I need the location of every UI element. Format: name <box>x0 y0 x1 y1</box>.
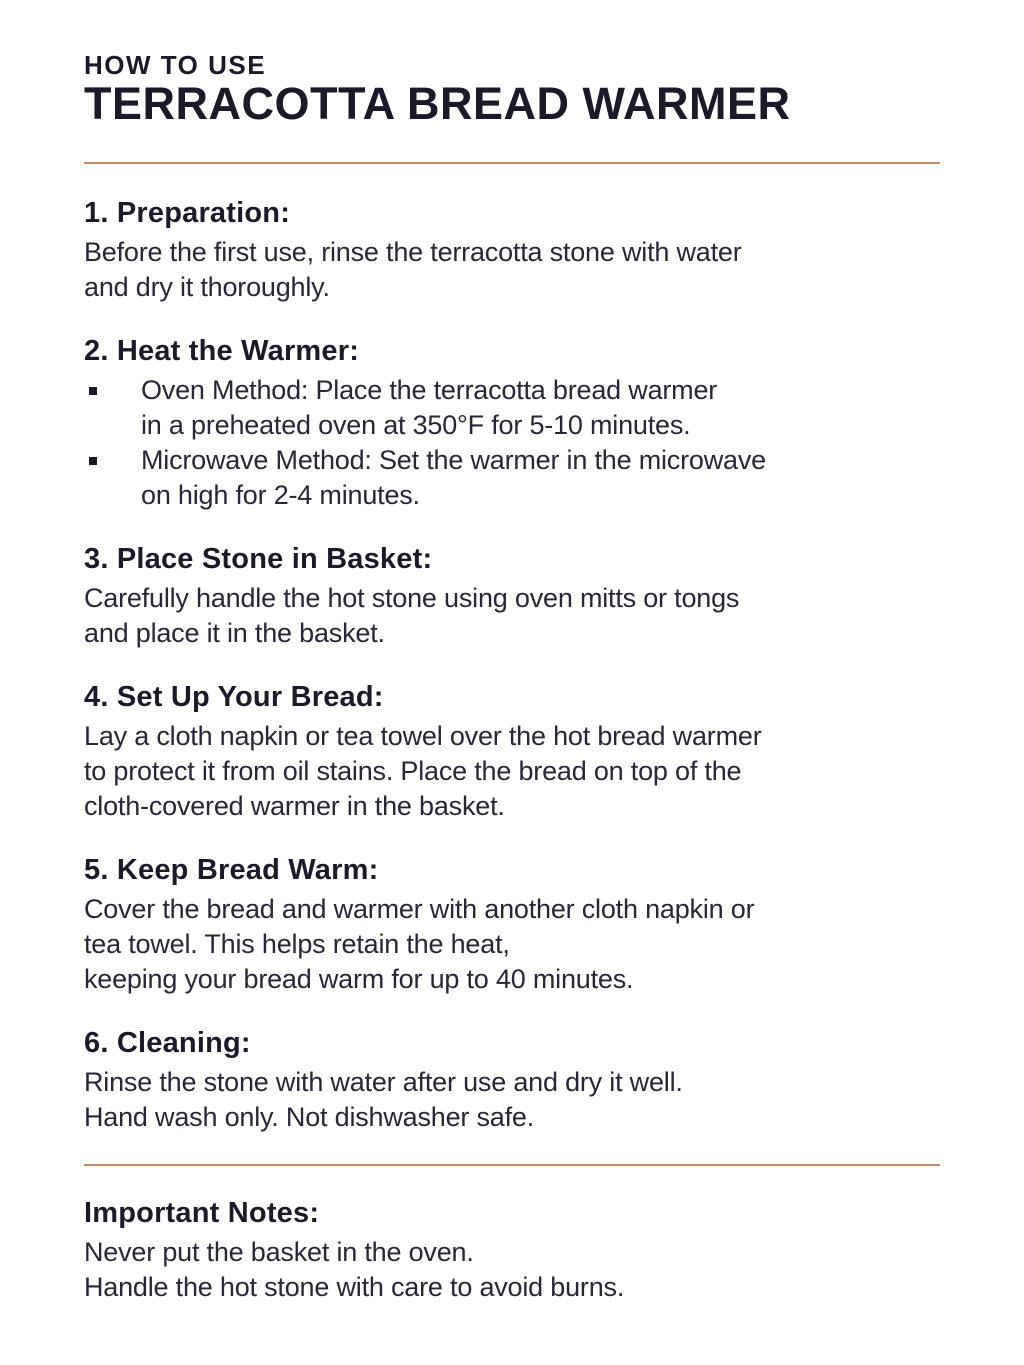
square-bullet-icon <box>89 457 97 465</box>
divider-top <box>84 162 940 164</box>
section-paragraph: Rinse the stone with water after use and dry it well. Hand wash only. Not dishwasher safe. <box>84 1067 683 1132</box>
bullet-text: Microwave Method: Set the warmer in the microwave on high for 2-4 minutes. <box>141 445 766 510</box>
section-body <box>84 719 940 824</box>
divider-bottom <box>84 1164 940 1166</box>
section-heading: 4. Set Up Your Bread: <box>84 681 384 713</box>
page-title: TERRACOTTA BREAD WARMER <box>84 78 791 129</box>
square-bullet-icon <box>89 387 97 395</box>
important-notes-section <box>84 1196 940 1305</box>
bullet-item <box>84 443 940 513</box>
section-heading: 3. Place Stone in Basket: <box>84 543 433 575</box>
section-body <box>84 581 940 651</box>
section-paragraph: Before the first use, rinse the terracotta stone with water and dry it thoroughly. <box>84 237 742 302</box>
instruction-sections <box>84 196 940 1135</box>
document-header <box>84 50 940 128</box>
instruction-section <box>84 334 940 513</box>
section-body <box>84 1065 940 1135</box>
notes-text: Never put the basket in the oven. Handle the hot stone with care to avoid burns. <box>84 1237 625 1302</box>
section-paragraph: Cover the bread and warmer with another cloth napkin or tea towel. This helps retain the heat, keeping your bread warm for up to 40 minutes. <box>84 894 755 994</box>
notes-heading: Important Notes: <box>84 1197 320 1229</box>
section-body <box>84 373 940 513</box>
instruction-section <box>84 1026 940 1135</box>
instruction-section <box>84 542 940 651</box>
instruction-section <box>84 680 940 824</box>
section-heading: 5. Keep Bread Warm: <box>84 854 379 886</box>
section-paragraph: Carefully handle the hot stone using oven mitts or tongs and place it in the basket. <box>84 583 740 648</box>
section-paragraph: Lay a cloth napkin or tea towel over the hot bread warmer to protect it from oil stains. Place the bread on top of the cloth-covered warmer in the basket. <box>84 721 762 821</box>
bullet-text: Oven Method: Place the terracotta bread warmer in a preheated oven at 350°F for 5-10 minutes. <box>141 375 718 440</box>
eyebrow-text: HOW TO USE <box>84 50 267 80</box>
instruction-section <box>84 853 940 997</box>
section-body <box>84 892 940 997</box>
section-body <box>84 235 940 305</box>
section-heading: 1. Preparation: <box>84 197 291 229</box>
instruction-section <box>84 196 940 305</box>
section-heading: 6. Cleaning: <box>84 1027 251 1059</box>
bullet-item <box>84 373 940 443</box>
section-heading: 2. Heat the Warmer: <box>84 335 360 367</box>
